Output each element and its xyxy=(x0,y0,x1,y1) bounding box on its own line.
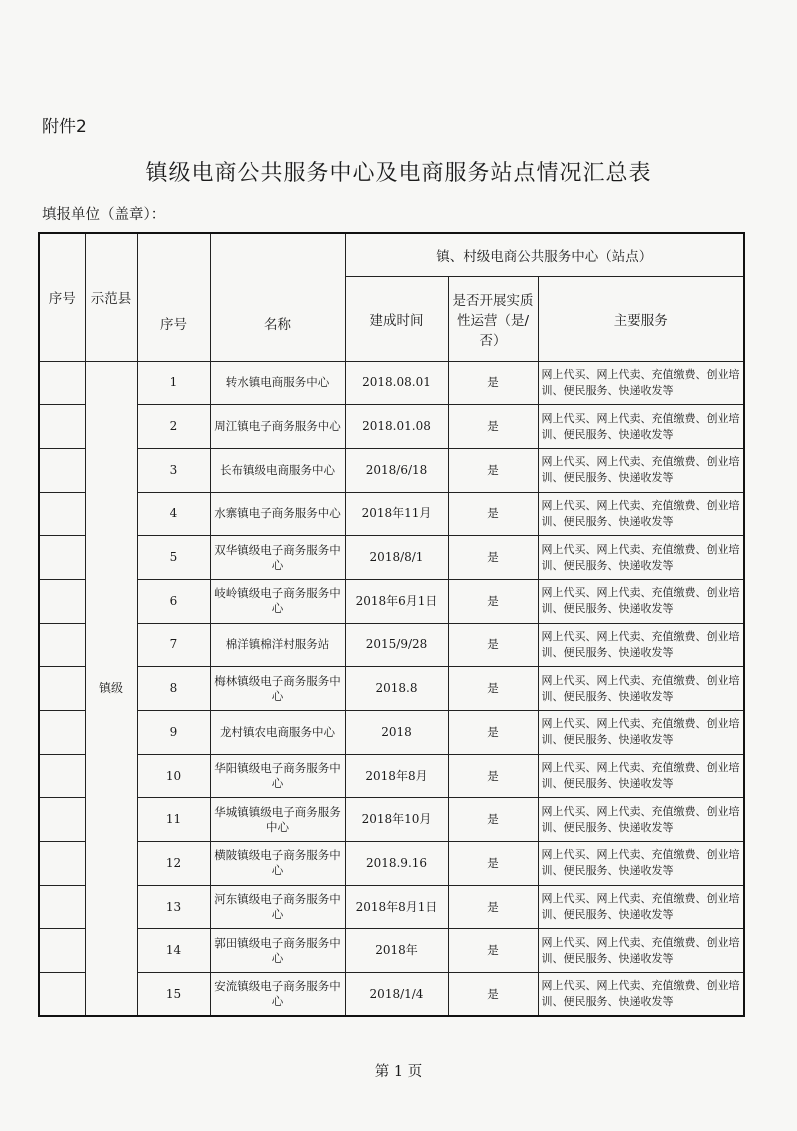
row-seq-cell xyxy=(39,842,85,886)
row-name: 岐岭镇级电子商务服务中心 xyxy=(210,579,345,623)
row-services: 网上代买、网上代卖、充值缴费、创业培训、便民服务、快递收发等 xyxy=(538,711,744,755)
row-number: 7 xyxy=(137,623,210,667)
table-row xyxy=(39,711,744,755)
row-date: 2018/6/18 xyxy=(345,448,448,492)
header-sub-seq: 序号 xyxy=(137,233,210,361)
table-row xyxy=(39,798,744,842)
row-operation: 是 xyxy=(448,667,538,711)
table-row xyxy=(39,579,744,623)
table-row xyxy=(39,492,744,536)
row-number: 8 xyxy=(137,667,210,711)
row-services: 网上代买、网上代卖、充值缴费、创业培训、便民服务、快递收发等 xyxy=(538,754,744,798)
row-seq-cell xyxy=(39,492,85,536)
row-name: 横陂镇级电子商务服务中心 xyxy=(210,842,345,886)
row-date: 2018/8/1 xyxy=(345,536,448,580)
row-name: 梅林镇级电子商务服务中心 xyxy=(210,667,345,711)
row-date: 2018.9.16 xyxy=(345,842,448,886)
table-row xyxy=(39,842,744,886)
row-services: 网上代买、网上代卖、充值缴费、创业培训、便民服务、快递收发等 xyxy=(538,667,744,711)
row-date: 2018年8月 xyxy=(345,754,448,798)
row-seq-cell xyxy=(39,754,85,798)
header-date: 建成时间 xyxy=(345,276,448,361)
row-date: 2018.8 xyxy=(345,667,448,711)
row-operation: 是 xyxy=(448,448,538,492)
row-operation: 是 xyxy=(448,754,538,798)
row-date: 2018年8月1日 xyxy=(345,885,448,929)
row-services: 网上代买、网上代卖、充值缴费、创业培训、便民服务、快递收发等 xyxy=(538,842,744,886)
row-date: 2018.01.08 xyxy=(345,405,448,449)
row-seq-cell xyxy=(39,448,85,492)
header-name: 名称 xyxy=(210,233,345,361)
row-operation: 是 xyxy=(448,536,538,580)
attachment-label: 附件2 xyxy=(42,117,87,137)
header-group: 镇、村级电商公共服务中心（站点） xyxy=(345,233,744,276)
row-number: 13 xyxy=(137,885,210,929)
row-name: 华城镇镇级电子商务服务中心 xyxy=(210,798,345,842)
fill-unit-label: 填报单位（盖章）： xyxy=(42,207,166,223)
header-county: 示范县 xyxy=(85,233,137,361)
row-services: 网上代买、网上代卖、充值缴费、创业培训、便民服务、快递收发等 xyxy=(538,579,744,623)
row-number: 3 xyxy=(137,448,210,492)
page-number: 第 1 页 xyxy=(374,1064,423,1080)
row-seq-cell xyxy=(39,667,85,711)
header-services: 主要服务 xyxy=(538,276,744,361)
row-operation: 是 xyxy=(448,623,538,667)
row-date: 2018 xyxy=(345,711,448,755)
table-row xyxy=(39,405,744,449)
summary-table xyxy=(38,232,745,1017)
row-name: 龙村镇农电商服务中心 xyxy=(210,711,345,755)
row-operation: 是 xyxy=(448,711,538,755)
row-seq-cell xyxy=(39,361,85,405)
row-number: 2 xyxy=(137,405,210,449)
row-services: 网上代买、网上代卖、充值缴费、创业培训、便民服务、快递收发等 xyxy=(538,405,744,449)
table-row xyxy=(39,929,744,973)
row-date: 2018年6月1日 xyxy=(345,579,448,623)
row-name: 郭田镇级电子商务服务中心 xyxy=(210,929,345,973)
row-services: 网上代买、网上代卖、充值缴费、创业培训、便民服务、快递收发等 xyxy=(538,973,744,1017)
page-title: 镇级电商公共服务中心及电商服务站点情况汇总表 xyxy=(145,161,652,186)
row-seq-cell xyxy=(39,711,85,755)
row-name: 河东镇级电子商务服务中心 xyxy=(210,885,345,929)
row-seq-cell xyxy=(39,623,85,667)
row-operation: 是 xyxy=(448,492,538,536)
row-seq-cell xyxy=(39,798,85,842)
row-date: 2018年 xyxy=(345,929,448,973)
row-number: 4 xyxy=(137,492,210,536)
row-seq-cell xyxy=(39,973,85,1017)
row-seq-cell xyxy=(39,579,85,623)
row-name: 水寨镇电子商务服务中心 xyxy=(210,492,345,536)
row-services: 网上代买、网上代卖、充值缴费、创业培训、便民服务、快递收发等 xyxy=(538,623,744,667)
table-row xyxy=(39,536,744,580)
row-name: 转水镇电商服务中心 xyxy=(210,361,345,405)
row-date: 2018年10月 xyxy=(345,798,448,842)
row-number: 10 xyxy=(137,754,210,798)
row-services: 网上代买、网上代卖、充值缴费、创业培训、便民服务、快递收发等 xyxy=(538,929,744,973)
row-seq-cell xyxy=(39,929,85,973)
row-services: 网上代买、网上代卖、充值缴费、创业培训、便民服务、快递收发等 xyxy=(538,798,744,842)
row-services: 网上代买、网上代卖、充值缴费、创业培训、便民服务、快递收发等 xyxy=(538,492,744,536)
row-operation: 是 xyxy=(448,929,538,973)
row-number: 1 xyxy=(137,361,210,405)
table-row xyxy=(39,885,744,929)
table-row xyxy=(39,973,744,1017)
row-name: 安流镇级电子商务服务中心 xyxy=(210,973,345,1017)
row-operation: 是 xyxy=(448,973,538,1017)
row-operation: 是 xyxy=(448,885,538,929)
row-name: 双华镇级电子商务服务中心 xyxy=(210,536,345,580)
table-row xyxy=(39,361,744,405)
row-date: 2015/9/28 xyxy=(345,623,448,667)
table-row xyxy=(39,667,744,711)
row-number: 9 xyxy=(137,711,210,755)
row-number: 5 xyxy=(137,536,210,580)
row-services: 网上代买、网上代卖、充值缴费、创业培训、便民服务、快递收发等 xyxy=(538,361,744,405)
row-date: 2018年11月 xyxy=(345,492,448,536)
row-number: 11 xyxy=(137,798,210,842)
row-name: 棉洋镇棉洋村服务站 xyxy=(210,623,345,667)
row-operation: 是 xyxy=(448,361,538,405)
row-name: 周江镇电子商务服务中心 xyxy=(210,405,345,449)
county-cell: 镇级 xyxy=(85,361,137,1016)
header-seq: 序号 xyxy=(39,233,85,361)
row-seq-cell xyxy=(39,885,85,929)
row-name: 长布镇级电商服务中心 xyxy=(210,448,345,492)
row-services: 网上代买、网上代卖、充值缴费、创业培训、便民服务、快递收发等 xyxy=(538,885,744,929)
table-row xyxy=(39,754,744,798)
row-number: 6 xyxy=(137,579,210,623)
row-operation: 是 xyxy=(448,405,538,449)
row-operation: 是 xyxy=(448,579,538,623)
row-name: 华阳镇级电子商务服务中心 xyxy=(210,754,345,798)
row-operation: 是 xyxy=(448,798,538,842)
row-services: 网上代买、网上代卖、充值缴费、创业培训、便民服务、快递收发等 xyxy=(538,536,744,580)
row-number: 15 xyxy=(137,973,210,1017)
row-operation: 是 xyxy=(448,842,538,886)
row-date: 2018/1/4 xyxy=(345,973,448,1017)
table-row xyxy=(39,448,744,492)
row-seq-cell xyxy=(39,536,85,580)
row-date: 2018.08.01 xyxy=(345,361,448,405)
row-number: 12 xyxy=(137,842,210,886)
row-number: 14 xyxy=(137,929,210,973)
table-row xyxy=(39,623,744,667)
table-body xyxy=(39,361,744,1016)
row-seq-cell xyxy=(39,405,85,449)
row-services: 网上代买、网上代卖、充值缴费、创业培训、便民服务、快递收发等 xyxy=(538,448,744,492)
header-operation: 是否开展实质性运营（是/否） xyxy=(448,276,538,361)
